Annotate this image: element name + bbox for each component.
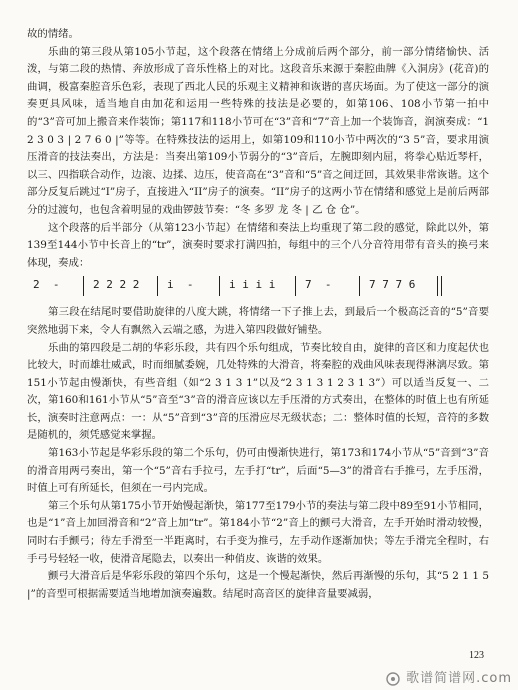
score-segment: 7 7 7 6 bbox=[369, 278, 416, 292]
bar-line bbox=[359, 276, 360, 296]
page-body bbox=[27, 26, 489, 603]
double-bar-line bbox=[437, 276, 442, 296]
score-segment: 7 - bbox=[305, 278, 332, 292]
paragraph-8: 颤弓大滑音后是华彩乐段的第四个乐句，这是一个慢起渐快，然后再渐慢的乐句，其“5 2 1 1 5 |”的音型可根据需要适当地增加演奏遍数。结尾时高音区的旋律音量要减弱， bbox=[27, 570, 489, 600]
score-segment: 2 2 2 2 bbox=[93, 278, 140, 292]
paragraph-3: 这个段落的后半部分（从第123小节起）在情绪和奏法上均重现了第二段的感觉，除此以外，第139至144小节中长音上的“tr”，演奏时要求打满四拍，每组中的三个八分音符用带有音头的换弓来体现，奏成： bbox=[27, 221, 489, 269]
bar-line bbox=[157, 276, 158, 296]
paragraph-7: 第三个乐句从第175小节开始慢起渐快，第177至179小节的奏法与第二段中89至91小节相同，也是“1”音上加回滑音和“2”音上加“tr”。第184小节“2”音上的颤弓大滑音，左手开始时滑动较慢，同时右手颤弓；待左手滑至一半距离时，右手变为推弓，左手动作逐渐加快；等左手滑完全程时，右手弓号轻轻一收，使滑音尾隐去，以奏出一种俏皮、诙谐的效果。 bbox=[27, 499, 489, 565]
page-number: 123 bbox=[469, 650, 484, 661]
paragraph-2: 乐曲的第三段从第105小节起，这个段落在情绪上分成前后两个部分，前一部分情绪愉快、活泼，与第二段的热情、奔放形成了音乐性格上的对比。这段音乐来源于秦腔曲牌《入洞房》(花音)的曲调，极富秦腔音乐色彩，表现了西北人民的乐观主义精神和诙谐的喜庆场面。为了使这一部分的演奏更具风味，适当地自由加花和运用一些特殊的技法是必要的，如第106、108小节第一拍中的“3”音可加上搬音来作装饰；第117和118小节可在“3”音和“7”音上加一个装饰音，润演奏成：“1 2 3 0 3 | 2 7 6 0 |”等等。在特殊技法的运用上，如第109和110小节中两次的“3 5”音，要求用演压滑音的技法奏出，方法是：当奏出第109小节弱分的“3”音后，左腕即刻内屈，将拳心贴近琴杆，以三、四指联合动作，边滚、边揉、边压，使音高在“3”音和“5”音之间迂回，其效果非常诙谐。这个部分反复后跳过“I”房子，直接进入“II”房子的演奏。“II”房子的这两小节在情绪和感觉上是前后两部分的过渡句，也包含着明显的戏曲锣鼓节奏：“冬 多罗 龙 冬 | 乙 仓 仓”。 bbox=[27, 45, 489, 216]
score-example bbox=[27, 274, 489, 300]
watermark-logo-icon bbox=[386, 672, 400, 686]
score-segment: i - bbox=[167, 278, 194, 292]
bar-line bbox=[83, 276, 84, 296]
paragraph-1: 故的情绪。 bbox=[27, 28, 79, 40]
paragraph-6: 第163小节起是华彩乐段的第二个乐句，仍可由慢渐快进行，第173和174小节从“5”音到“3”音的滑音用两弓奏出，第一个“5”音右手拉弓，左手打“tr”，后面“5—3”的滑音右手推弓，左手压滑，时值上可有所延长，但须在一弓内完成。 bbox=[27, 447, 489, 495]
bar-line bbox=[219, 276, 220, 296]
watermark-text: 歌谱简谱网.com bbox=[406, 671, 512, 686]
score-segment: 2 - bbox=[33, 278, 60, 292]
paragraph-5: 乐曲的第四段是二胡的华彩乐段，共有四个乐句组成，节奏比较自由，旋律的音区和力度起伏也比较大，时而雄壮威武，时而细腻委婉，几处特殊的大滑音，将秦腔的戏曲风味表现得淋漓尽致。第151小节起由慢渐快，有些音组（如“2 3 1 3 1”以及“2 3 1 3 1 2 3 1 3”）可以适当反复一、二次，第160和161小节从“5”音至“3”音的滑音应该以左手压滑的方式奏出，在整体的时值上也有所延长，演奏时注意两点：一：从“5”音到“3”音的压滑应尽无级状态；二：整体时值的长短，音符的多数是随机的，须凭感觉来掌握。 bbox=[27, 341, 489, 442]
bar-line bbox=[295, 276, 296, 296]
score-segment: i i i i bbox=[229, 278, 276, 292]
paragraph-4: 第三段在结尾时要借助旋律的八度大跳，将情绪一下子推上去，到最后一个极高泛音的“5”音要突然地弱下来，令人有飘然入云端之感，为进入第四段做好铺垫。 bbox=[27, 306, 489, 336]
